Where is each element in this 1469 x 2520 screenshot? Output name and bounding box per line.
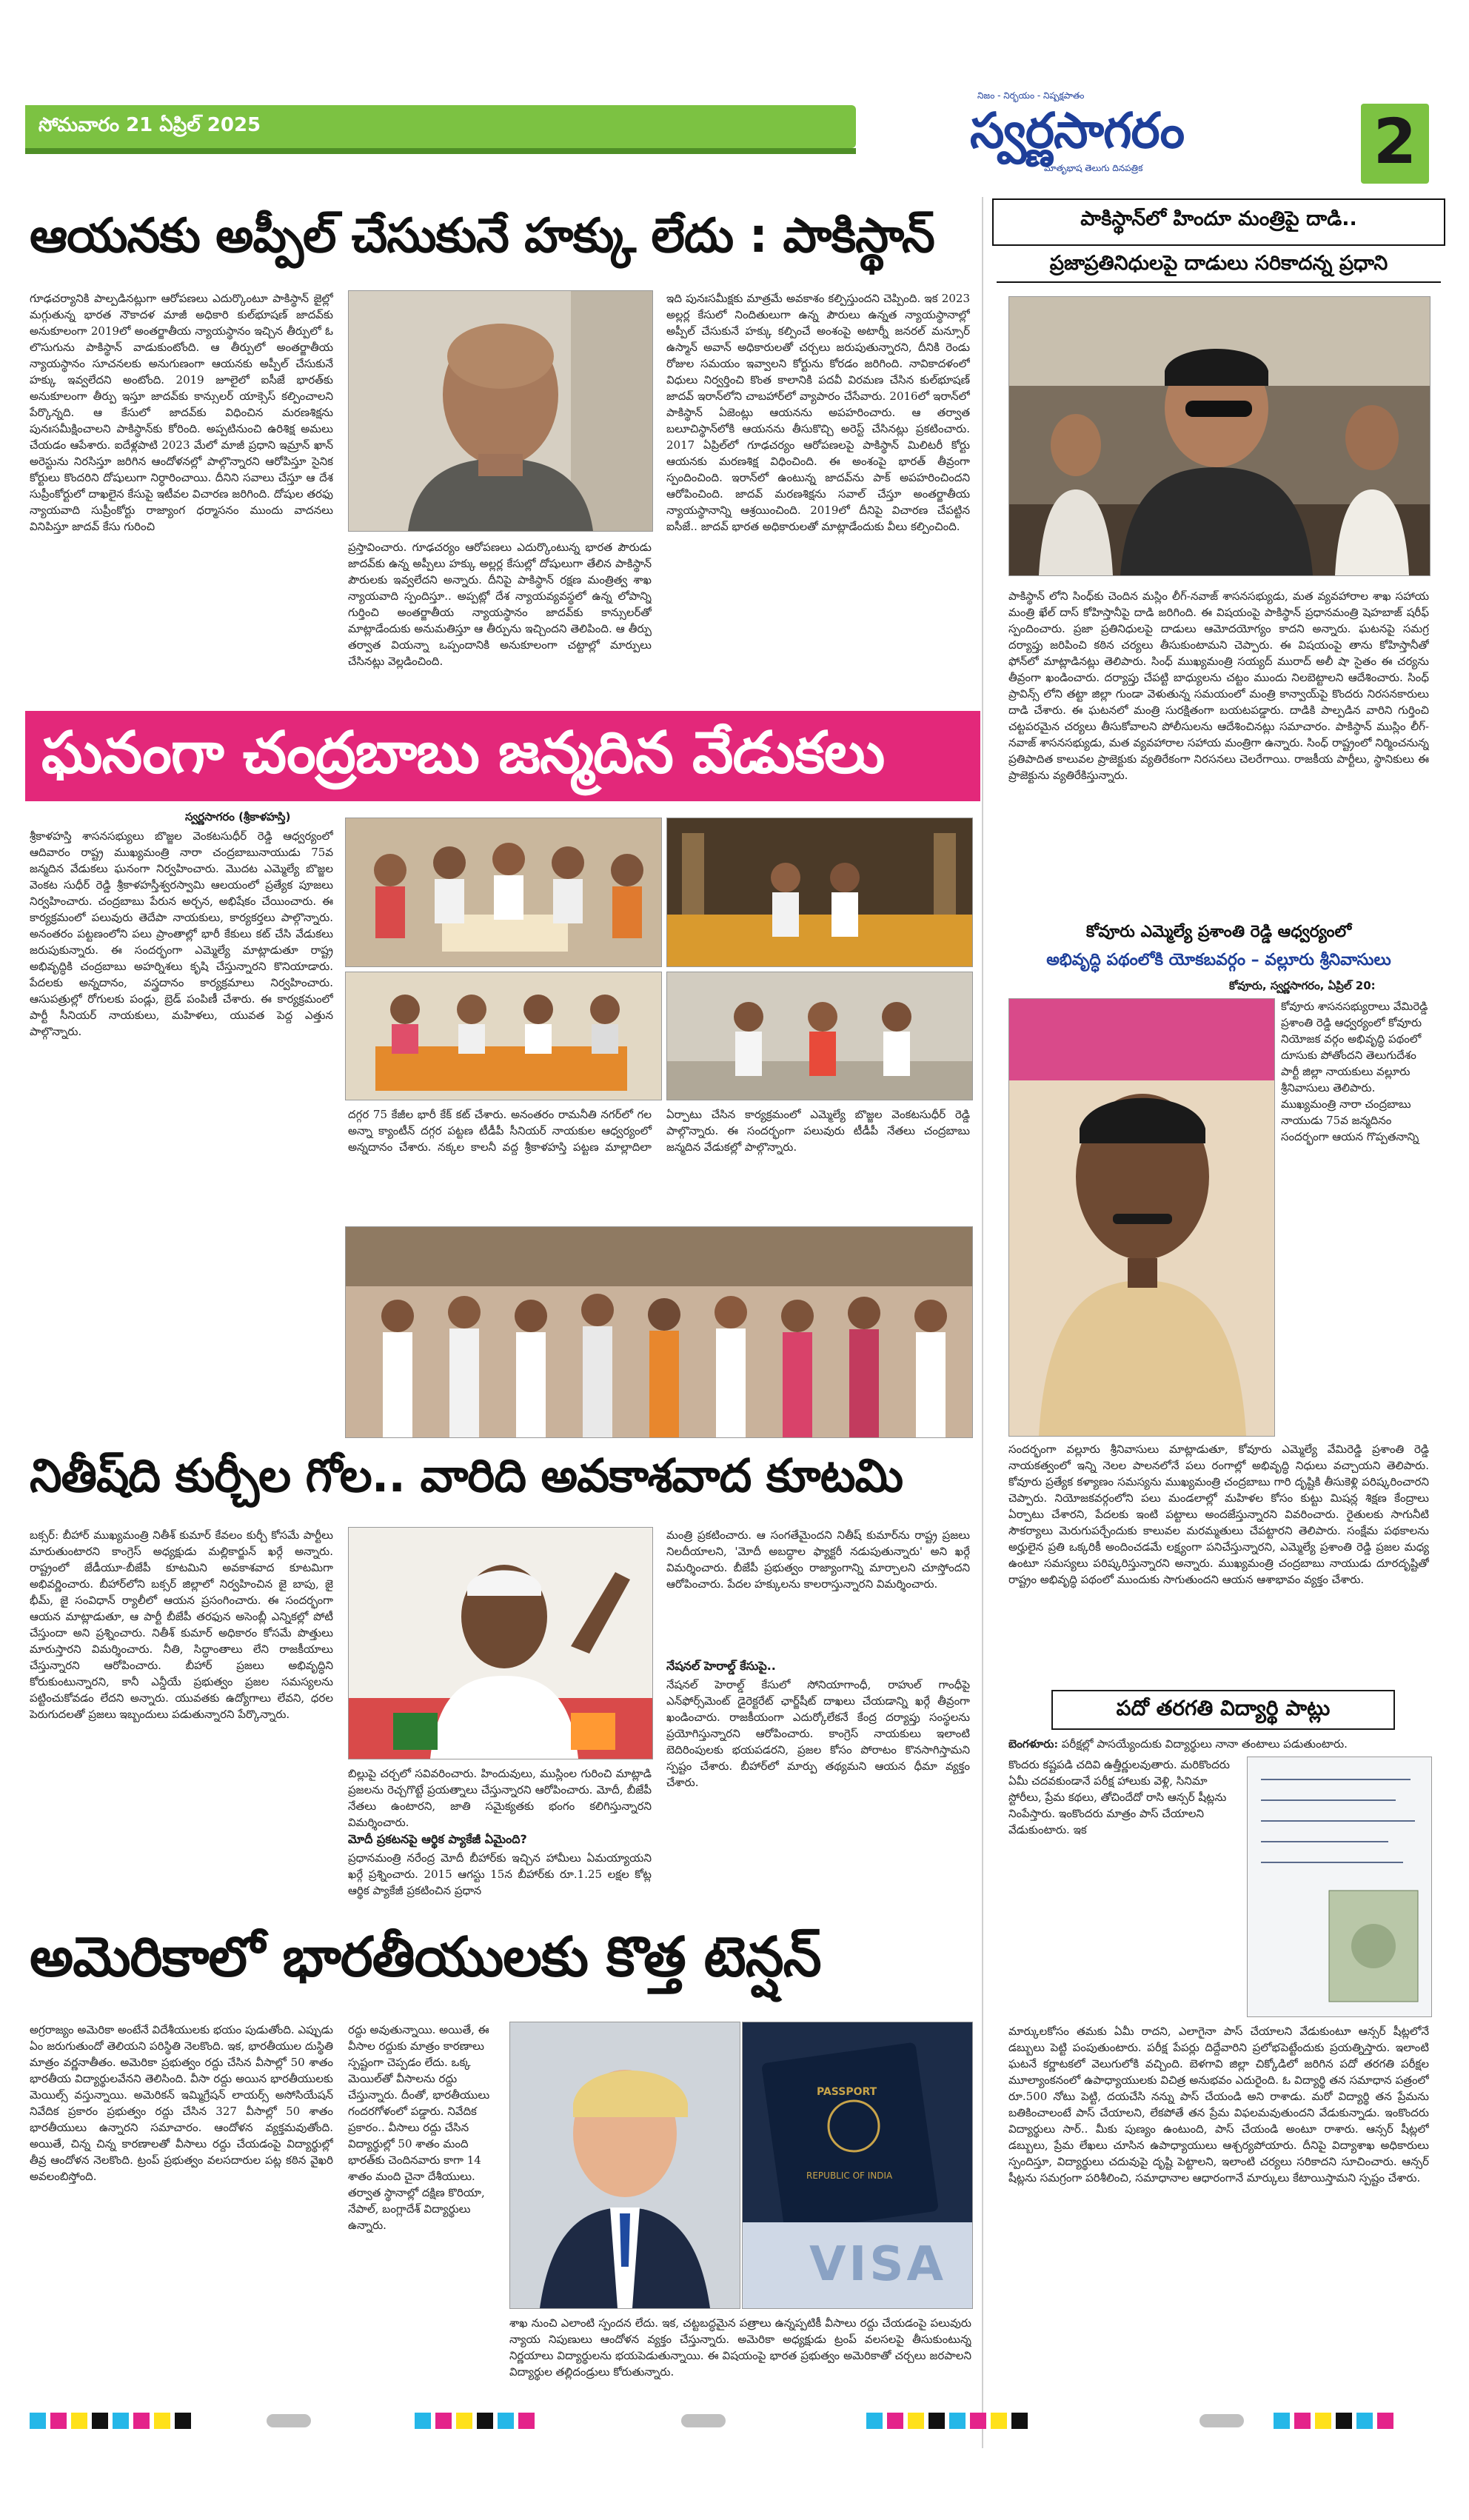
passport-word: PASSPORT (817, 2086, 877, 2098)
paper-logo (963, 90, 1303, 178)
cake-cutting-photo (345, 818, 662, 967)
side-pakistan-headline-2: ప్రజాప్రతినిధులపై దాడులు సరికాదన్న ప్రధాని (1049, 252, 1388, 275)
kovur-body: సందర్భంగా వల్లూరు శ్రీనివాసులు మాట్లాడుతూ, కోవూరు ఎమ్మెల్యే వేమిరెడ్డి ప్రశాంతి రెడ్డి నాయకత్వంలో ఇన్ని నెలల పాలనలోనే పలు రంగాల్లో అభివృద్ధి నిధులు వచ్చాయని తెలిపారు. కోవూరు ప్రత్యేక కళ్యాణం సమస్యను ముఖ్యమంత్రి చంద్రబాబు గారి దృష్టికి తీసుకెళ్లి పరిష్కరించారని చెప్పారు. నియోజకవర్గంలోని పలు మండలాల్లో మహిళల కోసం కుట్టు మిషన్ల శిక్షణ కేంద్రాలు ఏర్పాటు చేశారని, పేదలకు ఇంటి పట్టాలు అందజేస్తున్నారని వివరించారు. రైతులకు సాగునీటి సౌకర్యాలు మెరుగుపర్చేందుకు కాలువల మరమ్మతులు చేపట్టారని తెలిపారు. సంక్షేమ పథకాలను అర్హులైన ప్రతి ఒక్కరికీ అందించడమే లక్ష్యంగా పనిచేస్తున్నారని, ఎమ్మెల్యే ప్రశాంతి రెడ్డి ప్రజల మధ్య ఉంటూ సమస్యలు పరిష్కరిస్తున్నారని అన్నారు. ముఖ్యమంత్రి చంద్రబాబు నాయుడు దూరదృష్టితో రాష్ట్రం అభివృద్ధి పథంలో ముందుకు సాగుతుందని ఆయన ఆశాభావం వ్యక్తం చేశారు. (1008, 1443, 1429, 1586)
column-divider (982, 197, 983, 2448)
paper-name: స్వర్ణసాగరం (970, 102, 1185, 159)
answer-sheet-illustration (1248, 1757, 1431, 2016)
distribution-illustration (667, 972, 972, 1100)
nitish-headline: నితీష్‌ది కుర్చీల గోల.. వారిది అవకాశవాద కూటమి (30, 1448, 903, 1503)
kovur-dateline: కోవూరు, స్వర్ణసాగరం, ఏప్రిల్ 20: (1229, 979, 1376, 992)
sweets-photo (345, 972, 662, 1100)
nitish-subhead-2: నేషనల్ హెరాల్డ్ కేసుపై.. (666, 1659, 776, 1673)
pakistan-col-1: గూఢచర్యానికి పాల్పడినట్లుగా ఆరోపణలు ఎదుర్కొంటూ పాకిస్థాన్ జైల్లో మగ్గుతున్న భారత నౌకాదళ మాజీ అధికారి కుల్‌భూషణ్ జాదవ్‌కు అనుకూలంగా 2019లో అంతర్జాతీయ న్యాయస్థానం ఇచ్చిన తీర్పులో ఓ లొసుగును పాకిస్థాన్ వాడుకుంటోంది. ఆ తీర్పులో అంతర్జాతీయ న్యాయస్థానం సూచనలకు అనుగుణంగా ఆయనకు అప్పీల్ చేసుకునే హక్కు ఇవ్వలేదని అంటోంది. 2019 జూలైలో ఐసీజే భారత్‌కు అనుకూలంగా తీర్పు ఇస్తూ జాదవ్‌కు కాన్సులర్ యాక్సెస్ కల్పించాలని పేర్కొన్నది. ఆ కేసులో జాదవ్‌కు విధించిన మరణశిక్షను పునఃసమీక్షించాలని పాకిస్థాన్‌కు కోరింది. అప్పటినుంచి ఉరిశిక్ష అమలు చేయడం ఆపేశారు. ఐదేళ్లపాటి 2023 మేలో మాజీ ప్రధాని ఇమ్రాన్ ఖాన్ అరెస్టును నిరసిస్తూ జరిగిన ఆందోళనల్లో పాల్గొన్నారని ఆరోపిస్తూ సైనిక కోర్టులు కొందరిని దోషులుగా నిర్ధారించాయి. దీనిని సవాలు చేస్తూ ఆ దేశ సుప్రీంకోర్టులో దాఖలైన కేసుపై ఇటీవల విచారణ జరిగింది. దోషుల తరఫు న్యాయవాది సుప్రీంకోర్టు రాజ్యాంగ ధర్మాసనం ముందు వాదనలు వినిపిస్తూ జాదవ్ కేసు గురించి (30, 292, 333, 533)
kovur-headline-1: కోవూరు ఎమ్మెల్యే ప్రశాంతి రెడ్డి ఆధ్వర్యంలో (1085, 923, 1352, 941)
group-illustration (346, 1227, 972, 1437)
nitish-subhead: మోదీ ప్రకటనపై ఆర్థిక ప్యాకేజీ ఏమైంది? (348, 1832, 527, 1846)
exam-intro (1008, 1736, 1429, 1752)
america-col-2: రద్దు అవుతున్నాయి. అయితే, ఈ వీసాల రద్దుకు మాత్రం కారణాలు స్పష్టంగా చెప్పడం లేదు. ఒక్క మెయిల్‌తో వీసాలను రద్దు చేస్తున్నారు. దీంతో, భారతీయులు గందరగోళంలో పడ్డారు. నివేదిక ప్రకారం.. వీసాలు రద్దు చేసిన విద్యార్థుల్లో 50 శాతం మంది భారత్‌కు చెందినవారు కాగా 14 శాతం మంది చైనా దేశీయులు. తర్వాత స్థానాల్లో దక్షిణ కొరియా, నేపాల్, బంగ్లాదేశ్ విద్యార్థులు ఉన్నారు. (348, 2023, 490, 2232)
kharge-photo (348, 1527, 653, 1759)
pakistan-col-3: ఇది పునఃసమీక్షకు మాత్రమే అవకాశం కల్పిస్తుందని చెప్పింది. ఇక 2023 అల్లర్ల కేసులో నిందితులుగా ఉన్న పౌరులు ఉన్నత న్యాయస్థానాల్లో అప్పీల్ చేసుకునే హక్కు కల్పించే అంశంపై అటార్నీ జనరల్ మన్సూర్ ఉస్మాన్ అవాన్ అధికారులతో చర్చలు జరుపుతున్నారని, దీనికి రెండు రోజుల సమయం ఇవ్వాలని కోర్టును కోరడం జరిగింది. నావికాదళంలో విధులు నిర్వర్తించి కొంత కాలానికి పదవీ విరమణ చేసిన కుల్‌భూషణ్ జాదవ్ ఇరాన్‌లోని చాబహార్‌లో వ్యాపారం చేసేవారు. 2016లో ఇరాన్‌లో పాకిస్థాన్ ఏజెంట్లు ఆయనను అపహరించారు. ఆ తర్వాత బలూచిస్థాన్‌లోకి ఆయనను తీసుకొచ్చి అరెస్ట్ చేసినట్లు ప్రకటించారు. 2017 ఏప్రిల్‌లో గూఢచర్యం ఆరోపణలపై పాకిస్థాన్ మిలిటరీ కోర్టు ఆయనకు మరణశిక్ష విధించింది. ఈ అంశంపై భారత్ తీవ్రంగా స్పందించింది. ఇరాన్‌లో ఉంటున్న జాదవ్‌ను పాక్ అపహరించిందని ఆరోపించింది. జాదవ్ మరణశిక్షను సవాల్ చేస్తూ అంతర్జాతీయ న్యాయస్థానాన్ని ఆశ్రయించింది. 2019లో దీనిపై విచారణ చేపట్టిన ఐసీజే.. జాదవ్ భారత అధికారులతో మాట్లాడేందుకు వీలు కల్పించింది. (666, 292, 970, 533)
page-number: 2 (1373, 105, 1417, 178)
nitish-col-2: బిల్లుపై చర్చలో సవివరించారు. హిందువులు, ముస్లింల గురించి మాట్లాడి ప్రజలను రెచ్చగొట్టే ప్రయత్నాలు చేస్తున్నారని ఆరోపించారు. మోదీ, బీజేపీ నేతలు ఉంటారని, జాతి సమైక్యతకు భంగం కలిగిస్తున్నారని విమర్శించారు. (348, 1767, 652, 1829)
srinivasulu-photo (1008, 998, 1275, 1437)
america-col-1: అగ్రరాజ్యం అమెరికా అంటేనే విదేశీయులకు భయం పుడుతోంది. ఎప్పుడు ఏం జరుగుతుందో తెలియని పరిస్థితి నెలకొంది. ఇక, భారతీయుల దుస్థితి మాత్రం వర్ణనాతీతం. అమెరికా ప్రభుత్వం రద్దు చేసిన వీసాల్లో 50 శాతం భారతీయ విద్యార్థులవేనని తెలిసింది. వీసా రద్దు అయిన భారతీయులకు మెయిల్స్ వస్తున్నాయి. అమెరికన్ ఇమ్మిగ్రేషన్ లాయర్స్ అసోసియేషన్ నివేదిక ప్రకారం ప్రభుత్వం రద్దు చేసిన 327 వీసాల్లో 50 శాతం భారతీయులు ఉన్నారని సమాచారం. ఆందోళన వ్యక్తమవుతోంది. అయితే, చిన్న చిన్న కారణాలతో వీసాలు రద్దు చేయడంపై విద్యార్థుల్లో తీవ్ర ఆందోళన నెలకొంది. ట్రంప్ ప్రభుత్వం వలసదారుల పట్ల కఠిన వైఖరి అవలంబిస్తోంది. (30, 2023, 333, 2183)
portrait-illustration (349, 291, 652, 531)
temple-illustration (667, 818, 972, 966)
chandrababu-headline: ఘనంగా చంద్రబాబు జన్మదిన వేడుకలు (41, 720, 885, 786)
chandrababu-dateline: స్వర్ణసాగరం (శ్రీకాళహస్తి) (185, 810, 291, 823)
date-text: సోమవారం 21 ఏప్రిల్ 2025 (39, 114, 261, 136)
registration-strip-left (30, 2413, 191, 2429)
group-photo (345, 1226, 973, 1438)
republic-word: REPUBLIC OF INDIA (806, 2170, 893, 2181)
nitish-col-3b: నేషనల్ హెరాల్డ్ కేసులో సోనియాగాంధీ, రాహుల్ గాంధీపై ఎన్‌ఫోర్స్‌మెంట్ డైరెక్టరేట్ ఛార్జ్‌షీట్ దాఖలు చేయడాన్ని ఖర్గే తీవ్రంగా ఖండించారు. రాజకీయంగా ఎదుర్కోలేకనే కేంద్ర దర్యాప్తు సంస్థలను ప్రయోగిస్తున్నారని ఆరోపించారు. కాంగ్రెస్ నాయకులు ఇలాంటి బెదిరింపులకు భయపడరని, ప్రజల కోసం పోరాటం కొనసాగిస్తామని స్పష్టం చేశారు. బీహార్‌లో మార్పు తథ్యమని ఆయన ధీమా వ్యక్తం చేశారు. (666, 1678, 970, 1789)
distribution-photo (666, 972, 973, 1100)
side-pakistan-underline (997, 281, 1441, 283)
kovur-headline-2: అభివృద్ధి పథంలోకి యోకబవర్గం – వల్లూరు శ్రీనివాసులు (1046, 951, 1391, 969)
answer-sheet-photo (1247, 1757, 1432, 2017)
registration-pill-left (267, 2414, 311, 2427)
registration-pill-mid (681, 2414, 726, 2427)
registration-strip-far-right (1274, 2413, 1393, 2429)
registration-strip-right (866, 2413, 1028, 2429)
exam-narrow-col: కొందరు కష్టపడి చదివి ఉత్తీర్ణులవుతారు. మరికొందరు ఏమీ చదవకుండానే పరీక్ష హాలుకు వెళ్లి, సినిమా స్టోరీలు, ప్రేమ కథలు, తోచిందేదో రాసి ఆన్సర్ షీట్లను నింపేస్తారు. ఇంకొందరు మాత్రం పాస్ చేయాలని వేడుకుంటారు. ఇక (1008, 1758, 1230, 1836)
nitish-col-2b: ప్రధానమంత్రి నరేంద్ర మోదీ బీహార్‌కు ఇచ్చిన హామీలు ఏమయ్యాయని ఖర్గే ప్రశ్నించారు. 2015 ఆగస్టు 15న బీహార్‌కు రూ.1.25 లక్షల కోట్ల ఆర్థిక ప్యాకేజీ ప్రకటించిన ప్రధాన (348, 1851, 652, 1897)
america-headline: అమెరికాలో భారతీయులకు కొత్త టెన్షన్ (30, 1925, 821, 1989)
chandrababu-col-1: శ్రీకాళహస్తి శాసనసభ్యులు బొజ్జల వెంకటసుధీర్ రెడ్డి ఆధ్వర్యంలో ఆదివారం రాష్ట్ర ముఖ్యమంత్రి నారా చంద్రబాబునాయుడు 75వ జన్మదిన వేడుకలు ఘనంగా నిర్వహించారు. మొదట ఎమ్మెల్యే బొజ్జల వెంకట సుధీర్ రెడ్డి శ్రీకాళహస్తీశ్వరస్వామి ఆలయంలో ప్రత్యేక పూజలు నిర్వహించారు. చంద్రబాబు పేరున అర్చన, అభిషేకం చేయించారు. ఈ కార్యక్రమంలో పలువురు తెదేపా నాయకులు, కార్యకర్తలు పాల్గొన్నారు. అనంతరం పట్టణంలోని పలు ప్రాంతాల్లో భారీ కేకులు కట్ చేసి వేడుకలు జరుపుకున్నారు. ఈ సందర్భంగా ఎమ్మెల్యే మాట్లాడుతూ రాష్ట్ర అభివృద్ధికి చంద్రబాబు అహర్నిశలు కృషి చేస్తున్నారని కొనియాడారు. పేదలకు అన్నదానం, వస్త్రదానం కార్యక్రమాలు నిర్వహించారు. ఆసుపత్రుల్లో రోగులకు పండ్లు, బ్రెడ్ పంపిణీ చేశారు. ఈ కార్యక్రమంలో పార్టీ సీనియర్ నాయకులు, మహిళలు, యువత పెద్ద ఎత్తున పాల్గొన్నారు. (30, 829, 333, 1038)
side-pakistan-body: పాకిస్థాన్ లోని సింధ్‌కు చెందిన మస్లిం లీగ్-నవాజ్ శాసనసభ్యుడు, మత వ్యవహారాల శాఖ సహాయ మంత్రి ఖేల్ దాస్ కోహిస్తానీపై దాడి జరిగింది. ఈ విషయంపై పాకిస్థాన్ ప్రధానమంత్రి షెహబాజ్ షరీఫ్ స్పందించారు. ప్రజా ప్రతినిధులపై దాడులు ఆమోదయోగ్యం కాదని అన్నారు. ఘటనపై సమగ్ర దర్యాప్తు జరిపించి కఠిన చర్యలు తీసుకుంటామని చెప్పారు. ఈ విషయంపై తాను కోహిస్తానీతో ఫోన్‌లో మాట్లాడినట్లు తెలిపారు. సింధ్ ముఖ్యమంత్రి సయ్యద్ మురాద్ అలీ షా సైతం ఈ చర్యను తీవ్రంగా ఖండించారు. దర్యాప్తు చేపట్టి బాధ్యులను చట్టం ముందు నిలబెట్టాలని ఆదేశించారు. సింధ్ ప్రావిన్స్ లోని తట్టా జిల్లా గుండా వెళుతున్న సమయంలో మంత్రి కాన్వాయ్‌పై కొందరు నిరసనకారులు దాడి చేశారు. ఈ ఘటనలో మంత్రి సురక్షితంగా బయటపడ్డారు. దాడికి పాల్పడిన వారిని గుర్తించి చట్టపరమైన చర్యలు తీసుకోవాలని పోలీసులను ఆదేశించినట్లు సమాచారం. పాకిస్థాన్ ముస్లిం లీగ్-నవాజ్ శాసనసభ్యుడు, మత వ్యవహారాల సహాయ మంత్రిగా ఉన్నారు. సింధ్ రాష్ట్రంలో నిర్మించనున్న ప్రతిపాదిత కాలువల ప్రాజెక్టుకు వ్యతిరేకంగా నిరసనలు చెలరేగాయి. రాజకీయ పార్టీలు, స్థానికులు ఈ ప్రాజెక్టును వ్యతిరేకిస్తున్నారు. (1008, 589, 1429, 782)
temple-photo (666, 818, 973, 967)
kovur-narrow-col: కోవూరు శాసనసభ్యురాలు వేమిరెడ్డి ప్రశాంతి రెడ్డి ఆధ్వర్యంలో కోవూరు నియోజక వర్గం అభివృద్ధి పథంలో దూసుకు పోతోందని తెలుగుదేశం పార్టీ జిల్లా నాయకులు వల్లూరు శ్రీనివాసులు తెలిపారు. ముఖ్యమంత్రి నారా చంద్రబాబు నాయుడు 75వ జన్మదినం సందర్భంగా ఆయన గొప్పతనాన్ని (1281, 1000, 1428, 1143)
kulbhushan-photo (348, 290, 653, 532)
srinivasulu-illustration (1009, 999, 1274, 1436)
rally-illustration (349, 1528, 652, 1759)
pakistan-headline: ఆయనకు అప్పీల్ చేసుకునే హక్కు లేదు : పాకిస్థాన్ (30, 209, 934, 264)
logo-tagline-top: నిజం - నిర్భయం - నిష్పక్షపాతం (977, 90, 1085, 101)
exam-intro-text: పరీక్షల్లో పాసయ్యేందుకు విద్యార్థులు నానా తంటాలు పడుతుంటారు. (1061, 1737, 1348, 1751)
registration-pill-right (1199, 2414, 1244, 2427)
chandrababu-col-2: దగ్గర 75 కేజీల భారీ కేక్ కట్ చేశారు. అనంతరం రామనీతి నగర్‌లో గల అన్నా క్యాంటీన్ దగ్గర పట్టణ టీడీపీ సీనియర్ నాయకుల ఆధ్వర్యంలో అన్నదానం చేశారు. నక్కల కాలనీ వద్ద శ్రీకాళహస్తి పట్టణ మాల్లాదిలా ఏర్పాటు చేసిన కార్యక్రమంలో ఎమ్మెల్యే బొజ్జల వెంకటసుధీర్ రెడ్డి పాల్గొన్నారు. ఈ సందర్భంగా పలువురు టీడీపీ నేతలు చంద్రబాబు జన్మదిన వేడుకల్లో పాల్గొన్నారు. (348, 1108, 970, 1154)
exam-headline: పదో తరగతి విద్యార్థి పాట్లు (1116, 1696, 1331, 1720)
cake-illustration (346, 818, 661, 966)
registration-strip-mid (415, 2413, 535, 2429)
exam-dateline: బెంగళూరు: (1008, 1737, 1058, 1751)
side-pakistan-headline-1: పాకిస్థాన్‌లో హిందూ మంత్రిపై దాడి.. (1080, 207, 1357, 230)
trump-illustration (510, 2022, 740, 2308)
exam-body: మార్కులకోసం తమకు ఏమీ రాదని, ఎలాగైనా పాస్ చేయాలని వేడుకుంటూ ఆన్సర్ షీట్లలోనే డబ్బులు పెట్టి పంపుతుంటారు. పరీక్ష పేపర్లు దిద్దేవారిని ప్రలోభపెట్టేందుకు ప్రయత్నిస్తారు. ఇలాంటి ఘటనే కర్ణాటకలో వెలుగులోకి వచ్చింది. బెళగావి జిల్లా చిక్కోడిలో జరిగిన పదో తరగతి పరీక్షల మూల్యాంకనంలో ఉపాధ్యాయులకు విచిత్ర అనుభవం ఎదురైంది. ఓ విద్యార్థి తన సమాధాన పత్రంలో రూ.500 నోటు పెట్టి, దయచేసి నన్ను పాస్ చేయండి అని రాశాడు. మరో విద్యార్థి తన ప్రేమను బతికించాలంటే పాస్ చేయాలని, లేకపోతే తన ప్రేమ విఫలమవుతుందని వేడుకున్నాడు. ఇంకొందరు విద్యార్థులు సార్.. మీకు పుణ్యం ఉంటుంది, పాస్ చేయండి అంటూ రాశారు. ఆన్సర్ షీట్లలో డబ్బులు, ప్రేమ లేఖలు చూసిన ఉపాధ్యాయులు ఆశ్చర్యపోయారు. దీనిపై విద్యాశాఖ అధికారులు స్పందిస్తూ, విద్యార్థులు చదువుపై దృష్టి పెట్టాలని, ఇలాంటి చర్యలు సరికాదని సూచించారు. ఆన్సర్ షీట్లను సమగ్రంగా పరిశీలించి, సమాధానాల ఆధారంగానే మార్కులు కేటాయిస్తామని స్పష్టం చేశారు. (1008, 2025, 1429, 2185)
passport-visa-photo (742, 2022, 973, 2309)
america-col-3: శాఖ నుంచి ఎలాంటి స్పందన లేదు. ఇక, చట్టబద్ధమైన పత్రాలు ఉన్నప్పటికీ వీసాలు రద్దు చేయడంపై పలువురు న్యాయ నిపుణులు ఆందోళన వ్యక్తం చేస్తున్నారు. అమెరికా అధ్యక్షుడు ట్రంప్ వలసలపై తీసుకుంటున్న నిర్ణయాలు విద్యార్థులను భయపెడుతున్నాయి. ఈ విషయంపై భారత ప్రభుత్వం అమెరికాతో చర్చలు జరపాలని విద్యార్థుల తల్లిదండ్రులు కోరుతున్నారు. (509, 2316, 971, 2379)
minister-illustration (1009, 297, 1430, 575)
visa-word: VISA (809, 2237, 946, 2292)
minister-photo (1008, 296, 1430, 576)
trump-photo (509, 2022, 740, 2309)
nitish-col-3: మంత్రి ప్రకటించారు. ఆ సంగతేమైందని నితీష్ కుమార్‌ను రాష్ట్ర ప్రజలు నిలదీయాలని, 'మోదీ అబద్ధాల ఫ్యాక్టరీ నడుపుతున్నారు' అని ఖర్గే విమర్శించారు. బీజేపీ ప్రభుత్వం రాజ్యాంగాన్ని మార్చాలని చూస్తోందని ఆరోపించారు. పేదల హక్కులను కాలరాస్తున్నారని విమర్శించారు. (666, 1528, 970, 1591)
sweets-illustration (346, 972, 661, 1100)
pakistan-col-2: ప్రస్తావించారు. గూఢచర్యం ఆరోపణలు ఎదుర్కొంటున్న భారత పౌరుడు జాదవ్‌కు ఉన్న అప్పీలు హక్కు అల్లర్ల కేసుల్లో దోషులుగా తేలిన పాకిస్థాన్ పౌరులకు ఇవ్వలేదని అన్నారు. దీనిపై పాకిస్థాన్ రక్షణ మంత్రిత్వ శాఖ న్యాయవాది స్పందిస్తూ.. అప్పట్లో దేశ న్యాయవ్యవస్థలో ఉన్న లోపాన్ని గుర్తించి అంతర్జాతీయ న్యాయస్థానం జాదవ్‌కు కాన్సులర్‌తో మాట్లాడేందుకు అనుమతిస్తూ ఆ తీర్పును ఇచ్చిందని తెలిపింది. ఆ తీర్పు తర్వాత వియన్నా ఒప్పందానికి అనుకూలంగా చట్టాల్లో మార్పులు చేసినట్లు వెల్లడించింది. (348, 541, 652, 668)
nitish-col-1: బక్సర్: బీహార్ ముఖ్యమంత్రి నితీశ్ కుమార్ కేవలం కుర్చీ కోసమే పార్టీలు మారుతుంటారని కాంగ్రెస్ అధ్యక్షుడు మల్లికార్జున్ ఖర్గే అన్నారు. రాష్ట్రంలో జేడీయూ-బీజేపీ కూటమిని అవకాశవాద కూటమిగా అభివర్ణించారు. బీహార్‌లోని బక్సర్ జిల్లాలో నిర్వహించిన జై బాపు, జై భీమ్, జై సంవిధాన్ ర్యాలీలో ఆయన ప్రసంగించారు. ఈ సందర్భంగా ఆయన మాట్లాడుతూ, ఆ పార్టీ బీజేపీ తరఫున అసెంబ్లీ ఎన్నికల్లో పోటీ చేస్తుందా అని ప్రశ్నించారు. నితీశ్ కుమార్ అధికారం కోసమే పొత్తులు మారుస్తారని విమర్శించారు. నీతి, సిద్ధాంతాలు లేని రాజకీయాలు చేస్తున్నారని ఆరోపించారు. బీహార్ ప్రజలు అభివృద్ధిని కోరుకుంటున్నారని, కానీ ఎన్డీయే ప్రభుత్వం ప్రజల సమస్యలను పట్టించుకోవడం లేదని అన్నారు. యువతకు ఉద్యోగాలు లేవని, ధరల పెరుగుదలతో ప్రజలు ఇబ్బందులు పడుతున్నారని పేర్కొన్నారు. (30, 1528, 333, 1721)
logo-tagline-bottom: మాతృభాష తెలుగు దినపత్రిక (1044, 163, 1143, 173)
date-bar-shadow (25, 148, 856, 154)
